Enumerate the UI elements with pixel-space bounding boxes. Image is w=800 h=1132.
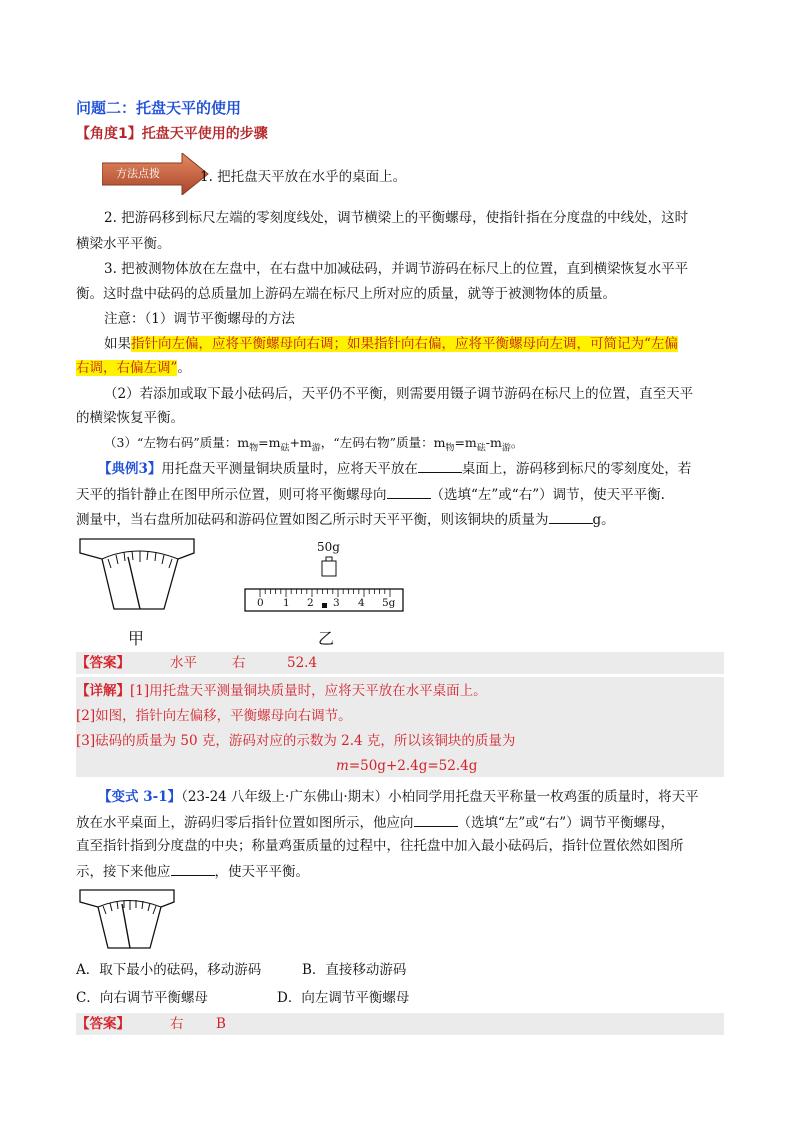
note-5-part: =m: [258, 435, 281, 450]
note-5-part: =m: [454, 435, 477, 450]
method-tag: [102, 153, 212, 195]
angle-title: 【角度1】托盘天平使用的步骤: [76, 126, 268, 142]
note-5-sub: 物: [445, 443, 455, 454]
answer-tag: 【答案】: [76, 1016, 130, 1032]
detail3-formula: [336, 756, 477, 776]
note-4-line-2: 的横梁恢复平衡。: [76, 410, 184, 426]
note-4-line-1: （2）若添加或取下最小砝码后，天平仍不平衡，则需要用镊子调节游码在标尺上的位置，直至天平: [104, 386, 694, 402]
option-a[interactable]: A．取下最小的砝码，移动游码: [76, 962, 262, 978]
variant31-text: （选填“左”或“右”）调节平衡螺母，: [457, 815, 675, 831]
answer3-value-2: 右: [232, 655, 246, 671]
example3-text: 桌面上，游码移到标尺的零刻度处，若: [461, 461, 692, 477]
step-1: 1. 把托盘天平放在水乎的桌面上。: [200, 169, 407, 185]
ruler-tick-label: 0: [257, 597, 264, 609]
weight-label: 50g: [317, 540, 340, 554]
step-3-line-1: 3. 把被测物体放在左盘中，在右盘中加减砝码，并调节游码在标尺上的位置，直到横梁恢复水平平: [104, 261, 689, 277]
note-5-sub: 砝: [476, 443, 486, 454]
variant31-line-1: [98, 787, 748, 807]
answer31-line: [76, 1014, 726, 1034]
option-d[interactable]: D．向左调节平衡螺母: [277, 990, 410, 1006]
ruler-labels: [244, 597, 404, 611]
variant31-text: （23-24 八年级上·广东佛山·期末）小柏同学用托盘天平称量一枚鸡蛋的质量时，将天平: [181, 789, 699, 805]
note-3: [76, 358, 726, 378]
variant-tag: 【变式 3-1】: [98, 789, 182, 805]
answer-tag: 【答案】: [76, 655, 130, 671]
note-5-sub: 游: [501, 443, 511, 454]
caption-a: 甲: [128, 629, 145, 648]
answer-blank[interactable]: [418, 458, 462, 473]
answer31-value-2: B: [216, 1016, 226, 1032]
detail3-line-2: [2]如图，指针向左偏移，平衡螺母向右调节。: [76, 708, 352, 724]
note-5-sub: 砝: [280, 443, 290, 454]
note-5-part: +m: [289, 435, 312, 450]
detail3-line-3: [3]砝码的质量为 50 克，游码对应的示数为 2.4 克，所以该铜块的质量为: [76, 733, 516, 749]
example3-text: （选填“左”或“右”）调节，使天平平衡.: [430, 487, 665, 503]
note-3-highlight: 右调，右偏左调”: [76, 360, 178, 376]
example3-line-3: [76, 509, 726, 530]
note-5-part: ，“左码右物”质量：m: [320, 435, 446, 450]
variant31-line-2: [76, 812, 726, 833]
method-tag-label: 方法点拨: [116, 167, 160, 180]
example3-text: 测量中，当右盘所加砝码和游码位置如图乙所示时天平平衡，则该铜块的质量为: [76, 512, 549, 528]
option-c[interactable]: C．向右调节平衡螺母: [76, 990, 208, 1006]
weight-icon: [320, 556, 338, 578]
example3-text: 天平的指针静止在图甲所示位置，则可将平衡螺母向: [76, 487, 387, 503]
formula-variable: m: [336, 758, 349, 774]
ruler-tick-label: 5g: [382, 597, 396, 609]
note-2-prefix: 如果: [104, 336, 131, 352]
detail3-line-1: [76, 681, 726, 701]
note-5-part: 。: [510, 435, 524, 450]
answer3-value-1: 水平: [170, 655, 197, 671]
step-3-line-2: 衡。这时盘中砝码的总质量加上游码左端在标尺上所对应的质量，就等于被测物体的质量。: [76, 286, 616, 302]
answer-blank[interactable]: [549, 509, 593, 524]
answer-blank[interactable]: [414, 812, 458, 827]
answer3-line: [76, 653, 726, 673]
answer3-value-3: 52.4: [287, 655, 318, 671]
note-5-sub: 物: [249, 443, 259, 454]
formula-expression: =50g+2.4g=52.4g: [348, 758, 478, 774]
example3-line-1: [98, 458, 748, 479]
example3-line-2: [76, 484, 726, 505]
option-b[interactable]: B．直接移动游码: [302, 962, 407, 978]
answer31-value-1: 右: [170, 1016, 184, 1032]
variant31-line-4: [76, 861, 726, 882]
note-2-highlight: 指针向左偏，应将平衡螺母向右调；如果指针向右偏，应将平衡螺母向左调，可简记为“左偏: [131, 336, 678, 352]
step-2-line-1: 2. 把游码移到标尺左端的零刻度线处，调节横梁上的平衡螺母，使指针指在分度盘的中线处，这时: [104, 210, 689, 226]
example3-tag: 【典例3】: [98, 461, 162, 477]
note-5-part: -m: [485, 435, 502, 450]
caption-b: 乙: [318, 629, 335, 648]
variant31-text: 放在水平桌面上，游码归零后指针位置如图所示，他应向: [76, 815, 414, 831]
ruler-tick-label: 1: [283, 597, 290, 609]
note-2: [104, 334, 754, 354]
note-5: [104, 433, 754, 459]
note-5-part: （3）“左物右码”质量：m: [104, 435, 250, 450]
note-3-suffix: 。: [177, 360, 191, 376]
answer-blank[interactable]: [171, 861, 215, 876]
note-5-sub: 游: [311, 443, 321, 454]
ruler-tick-label: 4: [358, 597, 365, 609]
balance-dial-figure-variant: [78, 888, 178, 952]
note-1: 注意：（1）调节平衡螺母的方法: [104, 311, 295, 327]
detail-tag: 【详解】: [76, 683, 130, 699]
detail3-text-1: [1]用托盘天平测量铜块质量时，应将天平放在水平桌面上。: [130, 683, 487, 699]
variant31-text: 示，接下来他应: [76, 864, 171, 880]
ruler-tick-label: 2: [307, 597, 314, 609]
example3-text: 用托盘天平测量铜块质量时，应将天平放在: [161, 461, 418, 477]
variant31-line-3: 直至指针指到分度盘的中央；称量鸡蛋质量的过程中，往托盘中加入最小砝码后，指针位置依然如图所: [76, 838, 684, 854]
variant31-text: ，使天平平衡。: [214, 864, 309, 880]
ruler-tick-label: 3: [333, 597, 340, 609]
step-2-line-2: 横梁水平平衡。: [76, 236, 171, 252]
balance-dial-figure-a: [78, 537, 198, 615]
answer-blank[interactable]: [387, 484, 431, 499]
section-title: 问题二：托盘天平的使用: [76, 99, 242, 117]
example3-text: g。: [592, 512, 615, 528]
